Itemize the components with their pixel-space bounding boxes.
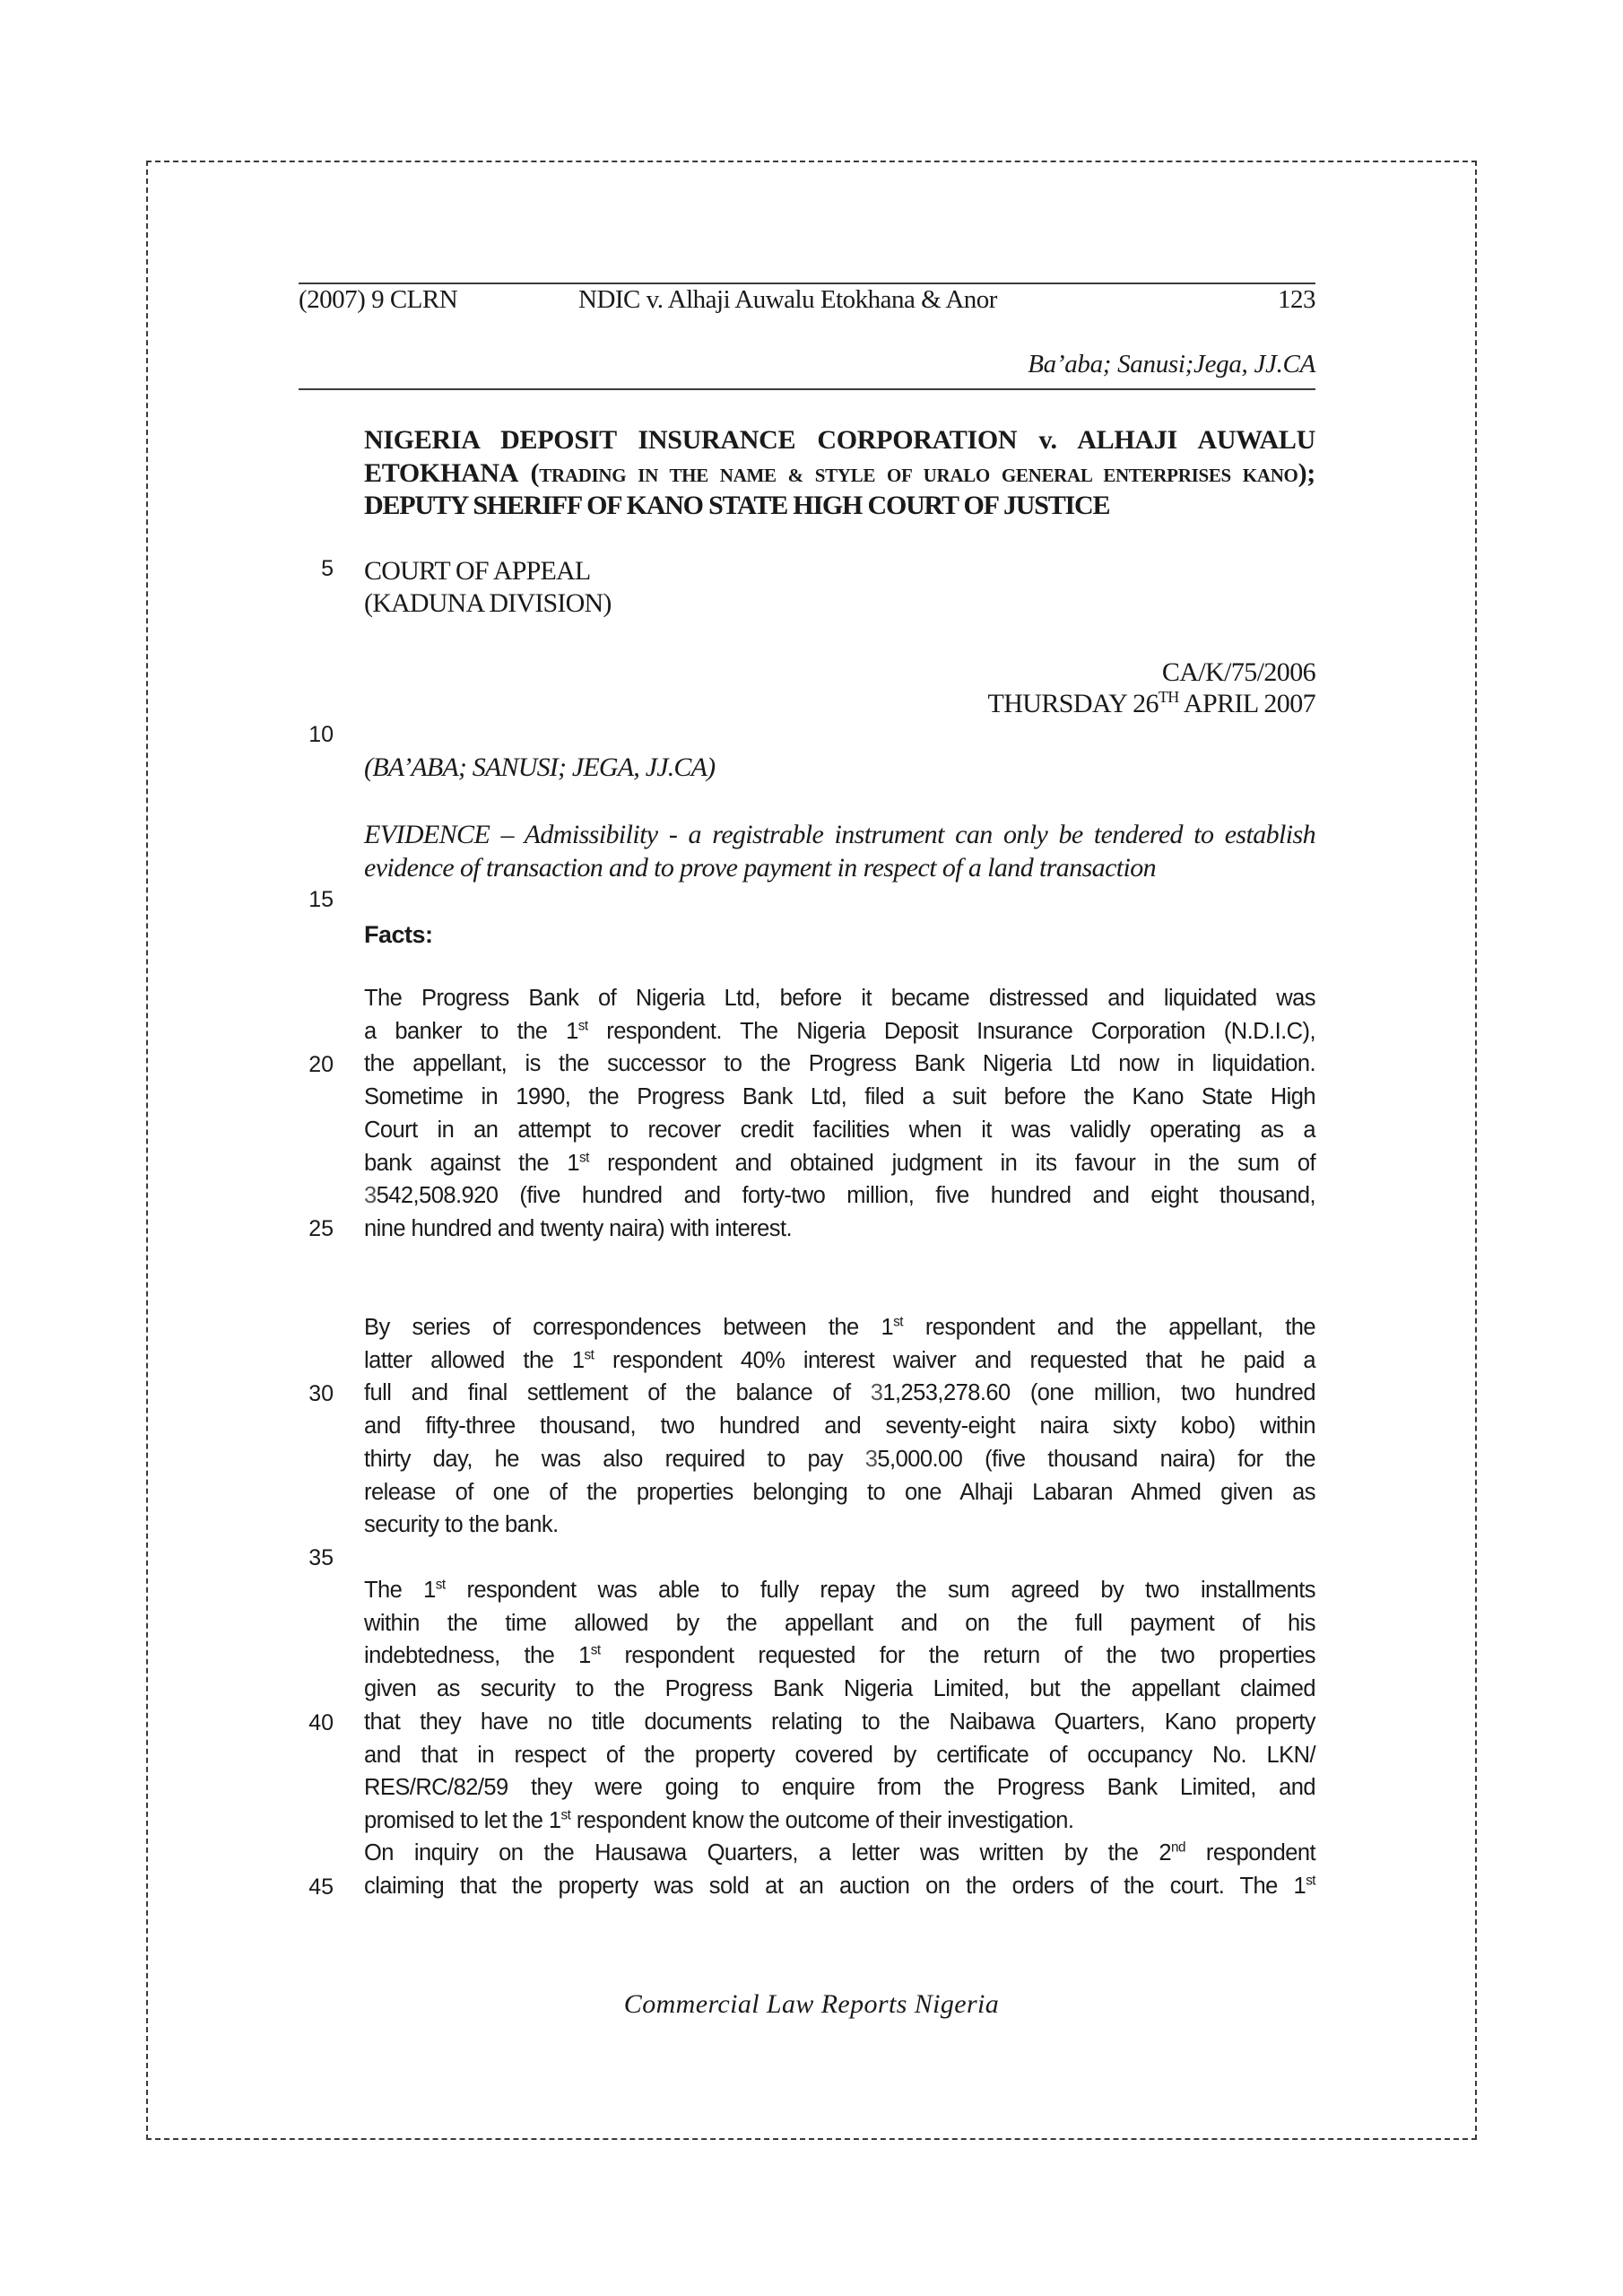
date-month-year: APRIL 2007 — [1178, 689, 1315, 718]
body-line: that they have no title documents relating to the Naibawa Quarters, Kano property — [364, 1709, 1315, 1735]
ordinal-suffix: st — [560, 1807, 571, 1823]
ordinal-suffix: st — [590, 1642, 601, 1658]
body-line: bank against the 1st respondent and obtained judgment in its favour in the sum of — [364, 1150, 1315, 1176]
headnote-subject: EVIDENCE — [364, 820, 490, 849]
headnote-line-2: evidence of transaction and to prove payment in respect of a land transaction — [364, 853, 1157, 883]
ordinal-suffix: st — [1306, 1873, 1315, 1889]
header-citation: (2007) 9 CLRN — [299, 285, 458, 314]
suit-number: CA/K/75/2006 — [1161, 657, 1315, 687]
line-number: 25 — [308, 1216, 334, 1241]
header-top-rule — [299, 283, 1315, 284]
facts-heading: Facts: — [364, 921, 433, 948]
naira-symbol: 3 — [870, 1380, 883, 1406]
body-line: RES/RC/82/59 they were going to enquire from the Progress Bank Limited, and — [364, 1775, 1315, 1801]
body-line: given as security to the Progress Bank Nigeria Limited, but the appellant claimed — [364, 1676, 1315, 1702]
body-line: The 1st respondent was able to fully repay the sum agreed by two installments — [364, 1577, 1315, 1603]
line-number: 45 — [308, 1874, 334, 1900]
coram: (BA’ABA; SANUSI; JEGA, JJ.CA) — [364, 752, 716, 782]
date-ordinal: TH — [1158, 688, 1179, 706]
headnote-topic: Admissibility - a registrable instrument can only be tendered to establish — [524, 820, 1315, 849]
body-line: security to the bank. — [364, 1512, 559, 1538]
naira-symbol: 3 — [864, 1446, 878, 1472]
header-case-name: NDIC v. Alhaji Auwalu Etokhana & Anor — [578, 285, 997, 314]
ordinal-suffix: nd — [1171, 1839, 1185, 1856]
case-title-punct: ); — [1298, 458, 1315, 488]
case-title-line-3: DEPUTY SHERIFF OF KANO STATE HIGH COURT OF JUSTICE — [364, 491, 1110, 520]
judgment-date — [988, 689, 1316, 719]
ordinal-suffix: st — [893, 1314, 903, 1330]
body-line: full and final settlement of the balance of 31,253,278.60 (one million, two hundred — [364, 1380, 1315, 1406]
ordinal-suffix: st — [435, 1577, 446, 1593]
body-line: indebtedness, the 1st respondent requested for the return of the two properties — [364, 1642, 1316, 1669]
ordinal-suffix: st — [577, 1018, 588, 1034]
body-line: The Progress Bank of Nigeria Ltd, before it became distressed and liquidated was — [364, 986, 1315, 1011]
headnote-dash: – — [490, 820, 525, 849]
case-title-party: ETOKHANA ( — [364, 458, 540, 488]
body-line: On inquiry on the Hausawa Quarters, a letter was written by the 2nd respondent — [364, 1839, 1315, 1866]
line-number: 30 — [308, 1381, 334, 1406]
ordinal-suffix: st — [578, 1150, 589, 1165]
court-name: COURT OF APPEAL — [364, 556, 591, 586]
body-line: thirty day, he was also required to pay 35,000.00 (five thousand naira) for the — [364, 1446, 1315, 1472]
line-number: 5 — [321, 556, 334, 581]
case-title-trading-name: TRADING IN THE NAME & STYLE OF URALO GENERAL ENTERPRISES KANO — [539, 465, 1298, 486]
body-line: a banker to the 1st respondent. The Nigeria Deposit Insurance Corporation (N.D.I.C), — [364, 1018, 1315, 1044]
body-line: promised to let the 1st respondent know the outcome of their investigation. — [364, 1807, 1074, 1833]
headnote-line-1 — [364, 820, 1315, 850]
naira-symbol: 3 — [364, 1183, 377, 1209]
header-judges: Ba’aba; Sanusi;Jega, JJ.CA — [1028, 350, 1315, 378]
body-line: release of one of the properties belonging to one Alhaji Labaran Ahmed given as — [364, 1479, 1315, 1505]
body-line: claiming that the property was sold at an auction on the orders of the court. The 1st — [364, 1873, 1315, 1899]
body-line: Court in an attempt to recover credit facilities when it was validly operating as a — [364, 1117, 1315, 1143]
body-line: nine hundred and twenty naira) with interest. — [364, 1215, 793, 1241]
header-bottom-rule — [299, 388, 1315, 390]
body-line: latter allowed the 1st respondent 40% interest waiver and requested that he paid a — [364, 1347, 1315, 1373]
body-line: and that in respect of the property covered by certificate of occupancy No. LKN/ — [364, 1742, 1315, 1768]
case-title-line-2 — [364, 457, 1315, 491]
body-line: and fifty-three thousand, two hundred and seventy-eight naira sixty kobo) within — [364, 1413, 1315, 1439]
line-number: 15 — [308, 887, 334, 912]
line-number: 40 — [308, 1710, 334, 1735]
body-line: By series of correspondences between the 1st respondent and the appellant, the — [364, 1314, 1315, 1340]
line-number: 10 — [308, 722, 334, 747]
court-division: (KADUNA DIVISION) — [364, 588, 612, 618]
line-number: 35 — [308, 1545, 334, 1570]
body-line: 3542,508.920 (five hundred and forty-two million, five hundred and eight thousand, — [364, 1183, 1315, 1209]
ordinal-suffix: st — [584, 1347, 595, 1363]
body-line: within the time allowed by the appellant and on the full payment of his — [364, 1610, 1315, 1636]
body-line: Sometime in 1990, the Progress Bank Ltd, filed a suit before the Kano State High — [364, 1084, 1315, 1110]
line-number: 20 — [308, 1052, 334, 1077]
body-line: the appellant, is the successor to the Progress Bank Nigeria Ltd now in liquidation. — [364, 1051, 1315, 1077]
date-day: THURSDAY 26 — [987, 689, 1159, 718]
page-footer: Commercial Law Reports Nigeria — [623, 1989, 1000, 2019]
header-page-number: 123 — [1278, 285, 1315, 314]
case-title-line-1: NIGERIA DEPOSIT INSURANCE CORPORATION v. ALHAJI AUWALU — [364, 425, 1315, 455]
